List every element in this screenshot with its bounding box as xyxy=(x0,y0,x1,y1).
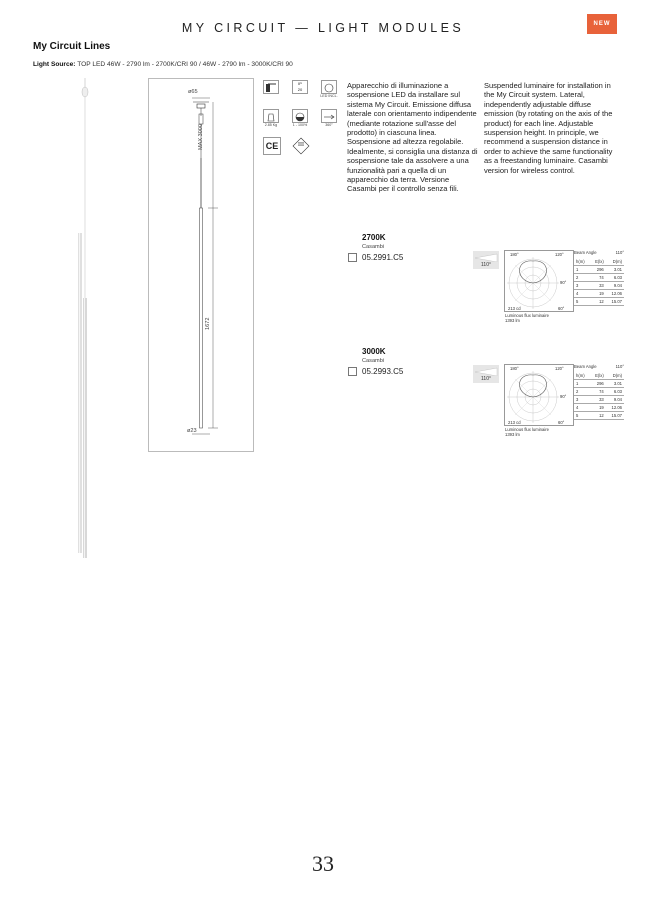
flux-label: Luminous flux luminaire xyxy=(505,427,549,432)
flux-info xyxy=(505,313,549,323)
dimension-top: ø65 xyxy=(188,89,198,95)
variant-code: 05.2993.C5 xyxy=(362,367,404,376)
variant-2700k xyxy=(347,233,627,343)
table-cell: 74 xyxy=(590,388,606,396)
rotation-icon xyxy=(321,109,337,123)
flux-value: 1393 lm xyxy=(505,318,520,323)
beam-angle-value: 110° xyxy=(615,250,624,255)
flux-label: Luminous flux luminaire xyxy=(505,313,549,318)
table-cell: 296 xyxy=(590,380,606,388)
variant-cct: 3000K xyxy=(362,347,386,356)
beam-icon xyxy=(473,251,499,269)
ip-rating-icon xyxy=(292,80,308,94)
table-cell: 1 xyxy=(574,266,590,274)
flux-value: 1393 lm xyxy=(505,432,520,437)
polar-label-90: 90° xyxy=(560,280,567,285)
polar-diagram xyxy=(504,250,574,312)
table-row xyxy=(574,298,624,306)
variant-code: 05.2991.C5 xyxy=(362,253,404,262)
dimming-caption: 1 - 100% xyxy=(292,123,308,127)
variant-control: Casambi xyxy=(362,358,385,364)
table-header: D(m) xyxy=(606,372,624,380)
table-cell: 19 xyxy=(590,290,606,298)
table-cell: 33 xyxy=(590,282,606,290)
table-row xyxy=(574,274,624,282)
beam-angle-label: 110° xyxy=(473,376,499,382)
table-cell: 19 xyxy=(590,404,606,412)
table-row xyxy=(574,380,624,388)
light-source-line xyxy=(33,61,293,68)
dimmable-icon xyxy=(292,109,308,123)
table-cell: 12 xyxy=(590,412,606,420)
ce-mark-icon: CE xyxy=(263,137,281,155)
table-cell: 12.06 xyxy=(606,290,624,298)
table-header: D(m) xyxy=(606,258,624,266)
table-cell: 3 xyxy=(574,282,590,290)
page-header-title: MY CIRCUIT — LIGHT MODULES xyxy=(181,21,465,35)
table-header: E(lx) xyxy=(590,258,606,266)
product-photo xyxy=(70,78,100,558)
light-source-label: Light Source: xyxy=(33,61,76,68)
description-italian: Apparecchio di illuminazione a sospensione LED da installare sul sistema My Circuit. Emissione diffusa laterale con orientamento indipendente (mediante rotazione sull'asse del prodotto) in ciascuna linea. Sospensione ad altezza regolabile. Idealmente, si consiglia una distanza di sospensione tale da assolvere a una funzionalità pari a quella di un apparecchio da terra. Versione Casambi per il controllo senza fili. xyxy=(347,81,478,194)
polar-label-60: 60° xyxy=(558,306,565,311)
table-row xyxy=(574,282,624,290)
polar-label-cd: 213 cd xyxy=(508,306,521,311)
table-cell: 33 xyxy=(590,396,606,404)
polar-label-cd: 213 cd xyxy=(508,420,521,425)
table-header: h(m) xyxy=(574,372,590,380)
flux-info xyxy=(505,427,549,437)
variant-checkbox[interactable] xyxy=(348,253,357,262)
table-row xyxy=(574,396,624,404)
pendant-mount-icon xyxy=(263,80,279,94)
table-cell: 12.06 xyxy=(606,404,624,412)
feature-icons xyxy=(263,80,343,160)
table-cell: 296 xyxy=(590,266,606,274)
table-cell: 6.03 xyxy=(606,274,624,282)
rotation-caption: 360° xyxy=(325,123,333,127)
beam-angle-value: 110° xyxy=(615,364,624,369)
variant-checkbox[interactable] xyxy=(348,367,357,376)
table-cell: 5 xyxy=(574,412,590,420)
variant-3000k xyxy=(347,347,627,457)
light-source-value: TOP LED 46W - 2790 lm - 2700K/CRI 90 / 46W - 2790 lm - 3000K/CRI 90 xyxy=(75,61,293,68)
ip-label: IP xyxy=(298,81,302,86)
beam-table xyxy=(574,250,624,306)
table-cell: 6.03 xyxy=(606,388,624,396)
dimension-length: 1672 xyxy=(205,317,211,330)
beam-icon xyxy=(473,365,499,383)
dimension-bottom: ø23 xyxy=(187,428,197,434)
table-cell: 2 xyxy=(574,274,590,282)
table-cell: 3.01 xyxy=(606,380,624,388)
table-header-row xyxy=(574,258,624,266)
table-row xyxy=(574,388,624,396)
table-cell: 1 xyxy=(574,380,590,388)
table-cell: 12 xyxy=(590,298,606,306)
section-title: My Circuit Lines xyxy=(33,41,111,52)
new-badge: NEW xyxy=(587,14,617,34)
table-cell: 15.07 xyxy=(606,298,624,306)
table-cell: 5 xyxy=(574,298,590,306)
polar-label-120: 120° xyxy=(555,252,564,257)
class-iii-icon xyxy=(292,137,310,160)
table-cell: 3.01 xyxy=(606,266,624,274)
variant-cct: 2700K xyxy=(362,233,386,242)
table-cell: 9.04 xyxy=(606,282,624,290)
table-header: h(m) xyxy=(574,258,590,266)
table-cell: 74 xyxy=(590,274,606,282)
polar-label-90: 90° xyxy=(560,394,567,399)
table-row xyxy=(574,266,624,274)
table-cell: 4 xyxy=(574,290,590,298)
polar-diagram xyxy=(504,364,574,426)
beam-angle-label: 110° xyxy=(473,262,499,268)
table-cell: 15.07 xyxy=(606,412,624,420)
table-row xyxy=(574,290,624,298)
ip-value: 20 xyxy=(297,87,303,92)
table-cell: 3 xyxy=(574,396,590,404)
beam-table xyxy=(574,364,624,420)
beam-angle-caption: Beam Angle xyxy=(574,364,597,369)
description-english: Suspended luminaire for installation in the My Circuit system. Lateral, independently adjustable diffuse emission (by rotating on the axis of the product) for each line. Adjustable suspension height. In principle, we recommend a suspension distance in order to achieve the same functionality as a freestanding luminaire. Casambi version for wireless control. xyxy=(484,81,613,175)
class-iii-label: III xyxy=(298,142,304,148)
led-incl-caption: LED INCL. xyxy=(320,94,338,98)
beam-angle-caption: Beam Angle xyxy=(574,250,597,255)
table-cell: 4 xyxy=(574,404,590,412)
polar-label-120: 120° xyxy=(555,366,564,371)
dimension-max: MAX 3000 xyxy=(198,123,204,150)
lamp-shape-icon xyxy=(263,109,279,123)
led-incl-icon xyxy=(321,80,337,94)
table-header: E(lx) xyxy=(590,372,606,380)
variant-control: Casambi xyxy=(362,244,385,250)
polar-label-60: 60° xyxy=(558,420,565,425)
table-row xyxy=(574,412,624,420)
table-cell: 9.04 xyxy=(606,396,624,404)
table-row xyxy=(574,404,624,412)
polar-label-180: 180° xyxy=(510,252,519,257)
table-header-row xyxy=(574,372,624,380)
page-number: 33 xyxy=(312,851,334,876)
table-cell: 2 xyxy=(574,388,590,396)
polar-label-180: 180° xyxy=(510,366,519,371)
weight-caption: 2.85 Kg xyxy=(264,123,278,127)
